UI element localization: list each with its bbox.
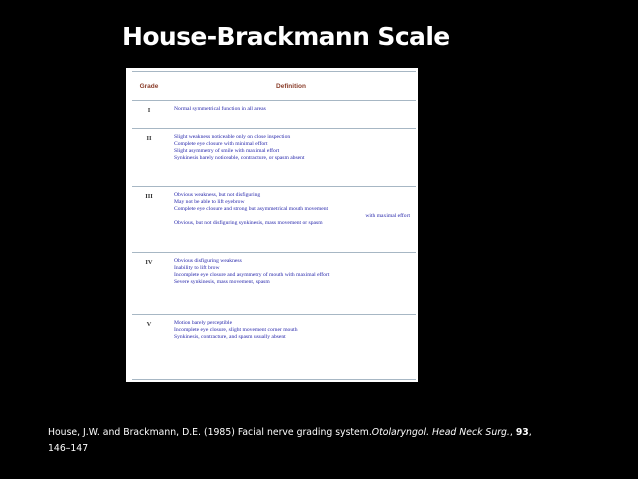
definition-line: Severe synkinesis, mass movement, spasm: [174, 279, 270, 286]
slide-title: House-Brackmann Scale: [122, 22, 450, 51]
definition-line: Inability to lift brow: [174, 265, 220, 272]
table-row: [132, 187, 416, 253]
table-image: [126, 68, 418, 382]
definition-cell: [166, 315, 416, 380]
definition-header: Definition: [166, 72, 416, 101]
table-row: [132, 101, 416, 129]
grade-header: Grade: [132, 72, 166, 101]
definition-line: Synkinesis, contracture, and spasm usually absent: [174, 334, 286, 341]
definition-line: Incomplete eye closure and asymmetry of mouth with maximal effort: [174, 272, 330, 279]
definition-cell: [166, 129, 416, 187]
definition-line: Obvious weakness, but not disfiguring: [174, 192, 261, 198]
definition-line: Normal symmetrical function in all areas: [174, 106, 266, 112]
definition-line: Complete eye closure with minimal effort: [174, 141, 268, 148]
definition-line: Obvious disfiguring weakness: [174, 258, 242, 264]
citation-separator: ,: [509, 427, 516, 438]
definition-line: Slight weakness noticeable only on close inspection: [174, 134, 291, 140]
definition-line: Synkinesis barely noticeable, contracture, or spasm absent: [174, 155, 305, 162]
definition-cell: [166, 101, 416, 129]
table-header-row: [132, 72, 416, 101]
grade-cell: II: [132, 129, 166, 187]
citation-authors: House, J.W. and Brackmann, D.E. (1985) Facial nerve grading system.: [48, 427, 372, 438]
definition-line: Complete eye closure and strong but asymmetrical mouth movement: [174, 206, 329, 213]
definition-line: Slight asymmetry of smile with maximal effort: [174, 148, 280, 155]
definition-cell: [166, 187, 416, 253]
definition-cell: [166, 253, 416, 315]
grade-cell: III: [132, 187, 166, 253]
definition-line: with maximal effort: [365, 213, 410, 220]
definition-line: Motion barely perceptible: [174, 320, 233, 326]
citation-separator: ,: [528, 427, 532, 438]
grade-cell: V: [132, 315, 166, 380]
definition-line: May not be able to lift eyebrow: [174, 199, 245, 206]
table-row: [132, 315, 416, 380]
definition-line: Incomplete eye closure, slight movement corner mouth: [174, 327, 298, 334]
grading-table: [132, 71, 416, 380]
grade-cell: IV: [132, 253, 166, 315]
citation: [48, 425, 588, 457]
definition-line: Obvious, but not disfiguring synkinesis, mass movement or spasm: [174, 220, 323, 227]
citation-volume: 93: [515, 427, 529, 438]
grade-cell: I: [132, 101, 166, 129]
table-row: [132, 253, 416, 315]
citation-pages: 146–147: [48, 443, 89, 454]
table-row: [132, 129, 416, 187]
citation-journal: Otolaryngol. Head Neck Surg.: [371, 427, 510, 438]
